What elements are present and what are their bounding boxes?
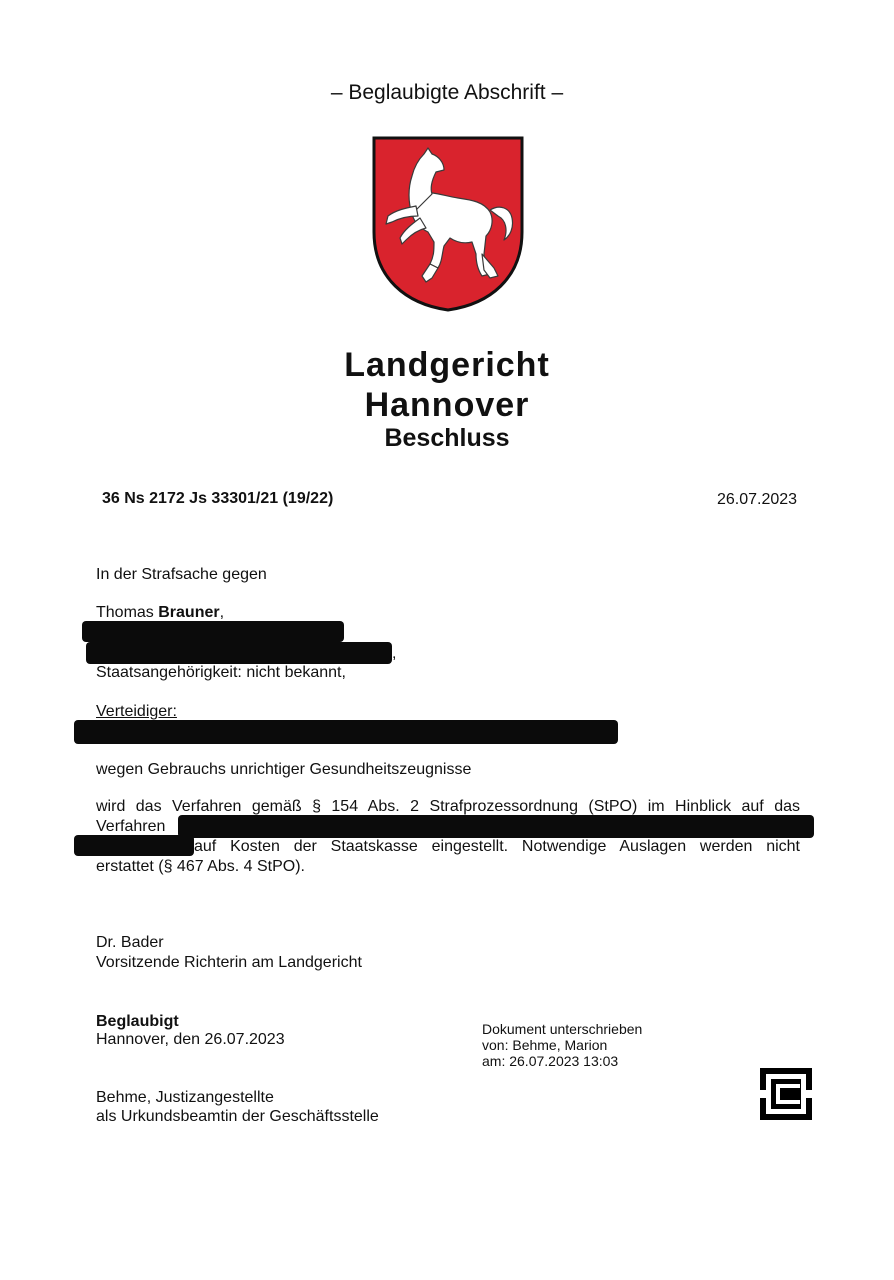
court-name-line2: Hannover bbox=[364, 386, 530, 424]
nationality-text: Staatsangehörigkeit: nicht bekannt, bbox=[96, 664, 346, 681]
defendant-first-name: Thomas bbox=[96, 604, 159, 621]
signature-line-3: am: 26.07.2023 13:03 bbox=[482, 1053, 619, 1069]
signature-line-1: Dokument unterschrieben bbox=[482, 1021, 643, 1037]
electronic-seal-icon bbox=[760, 1068, 812, 1120]
ruling-line-3 bbox=[96, 837, 800, 857]
clerk-name: Behme, Justizangestellte bbox=[96, 1089, 274, 1106]
clerk-role: als Urkundsbeamtin der Geschäftsstelle bbox=[96, 1108, 379, 1125]
ruling-line-2-start: Verfahren bbox=[96, 818, 166, 835]
defender-label: Verteidiger: bbox=[96, 703, 177, 720]
ruling-line-4: erstattet (§ 467 Abs. 4 StPO). bbox=[96, 858, 305, 875]
decision-type: Beschluss bbox=[384, 424, 510, 452]
defendant-name bbox=[96, 603, 224, 623]
certification-place-date: Hannover, den 26.07.2023 bbox=[96, 1031, 285, 1048]
redaction-proceedings-line1 bbox=[178, 815, 814, 838]
ruling-line-3-end: auf Kosten der Staatskasse eingestellt. Notwendige Auslagen werden nicht bbox=[194, 838, 800, 855]
charge-text: wegen Gebrauchs unrichtiger Gesundheitszeugnisse bbox=[96, 761, 472, 778]
redaction-address-line2 bbox=[86, 642, 392, 664]
judge-name: Dr. Bader bbox=[96, 934, 164, 951]
certification-label: Beglaubigt bbox=[96, 1013, 179, 1030]
redaction-proceedings-line2 bbox=[74, 835, 194, 856]
redaction-address-line1 bbox=[82, 621, 344, 642]
document-date: 26.07.2023 bbox=[717, 491, 798, 508]
address-trailing-comma: , bbox=[392, 645, 397, 662]
intro-text: In der Strafsache gegen bbox=[96, 566, 267, 583]
defendant-last-name: Brauner bbox=[158, 604, 220, 621]
lower-saxony-coat-of-arms-icon bbox=[372, 136, 524, 312]
court-name-line1: Landgericht bbox=[344, 346, 550, 384]
document-header-title: – Beglaubigte Abschrift – bbox=[330, 81, 564, 104]
defendant-comma: , bbox=[219, 604, 225, 621]
ruling-line-1: wird das Verfahren gemäß § 154 Abs. 2 Strafprozessordnung (StPO) im Hinblick auf das bbox=[96, 798, 800, 815]
redaction-defender bbox=[74, 720, 618, 744]
file-number: 36 Ns 2172 Js 33301/21 (19/22) bbox=[102, 490, 334, 507]
signature-line-2: von: Behme, Marion bbox=[482, 1037, 608, 1053]
judge-title: Vorsitzende Richterin am Landgericht bbox=[96, 954, 362, 971]
